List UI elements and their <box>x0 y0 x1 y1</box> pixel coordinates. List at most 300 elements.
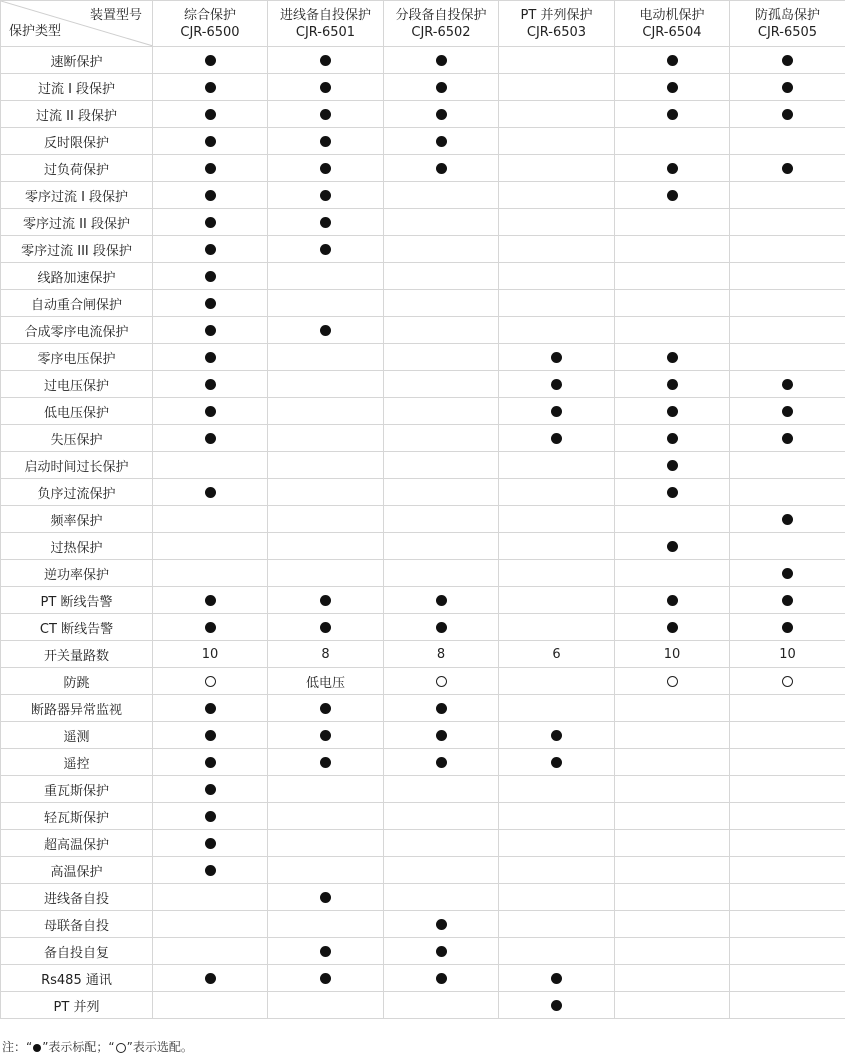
table-row <box>1 317 845 344</box>
standard-dot-icon <box>205 244 216 255</box>
table-cell <box>268 695 384 722</box>
table-cell <box>499 317 615 344</box>
table-cell <box>268 965 384 992</box>
table-row <box>1 776 845 803</box>
standard-dot-icon <box>436 730 447 741</box>
standard-dot-icon <box>667 190 678 201</box>
protection-type-label: 零序过流 I 段保护 <box>1 182 153 209</box>
device-model: CJR-6505 <box>757 24 818 40</box>
protection-type-label: 高温保护 <box>1 857 153 884</box>
device-header-5 <box>615 1 730 47</box>
table-cell <box>153 695 268 722</box>
corner-label-protection-type: 保护类型 <box>9 24 62 39</box>
table-cell <box>499 749 615 776</box>
optional-ring-icon <box>436 676 447 687</box>
table-cell <box>153 290 268 317</box>
table-row <box>1 560 845 587</box>
standard-dot-icon <box>320 622 331 633</box>
table-cell <box>268 101 384 128</box>
table-cell <box>730 911 845 938</box>
protection-type-label: 零序电压保护 <box>1 344 153 371</box>
table-cell <box>615 74 730 101</box>
table-cell <box>499 857 615 884</box>
table-cell <box>730 236 845 263</box>
table-cell <box>499 911 615 938</box>
table-cell <box>384 47 499 74</box>
table-cell <box>499 371 615 398</box>
standard-dot-icon <box>205 190 216 201</box>
standard-dot-icon <box>667 622 678 633</box>
protection-type-label: 线路加速保护 <box>1 263 153 290</box>
table-cell <box>730 452 845 479</box>
table-cell <box>499 479 615 506</box>
protection-type-label: 过电压保护 <box>1 371 153 398</box>
table-cell <box>384 992 499 1019</box>
table-cell <box>268 209 384 236</box>
protection-type-label: 进线备自投 <box>1 884 153 911</box>
table-cell <box>499 263 615 290</box>
table-cell <box>730 884 845 911</box>
table-cell <box>615 857 730 884</box>
standard-dot-icon <box>320 946 331 957</box>
table-cell <box>615 425 730 452</box>
table-cell <box>615 344 730 371</box>
standard-dot-icon <box>205 784 216 795</box>
table-cell <box>153 560 268 587</box>
standard-dot-icon <box>436 163 447 174</box>
standard-dot-icon <box>205 352 216 363</box>
table-cell <box>153 47 268 74</box>
protection-type-label: 过热保护 <box>1 533 153 560</box>
table-cell <box>615 749 730 776</box>
table-cell <box>615 776 730 803</box>
standard-dot-icon <box>551 379 562 390</box>
table-cell <box>384 128 499 155</box>
table-cell <box>730 749 845 776</box>
table-cell <box>730 155 845 182</box>
device-model: CJR-6501 <box>295 24 356 40</box>
table-cell <box>615 992 730 1019</box>
table-cell <box>153 479 268 506</box>
table-cell <box>499 290 615 317</box>
standard-dot-icon <box>205 406 216 417</box>
device-header-3 <box>384 1 499 47</box>
protection-type-label: 频率保护 <box>1 506 153 533</box>
table-cell <box>730 425 845 452</box>
protection-type-label: 速断保护 <box>1 47 153 74</box>
table-cell <box>153 641 268 668</box>
table-cell <box>499 776 615 803</box>
table-cell <box>153 452 268 479</box>
table-cell <box>730 47 845 74</box>
table-cell <box>730 101 845 128</box>
cell-value: 10 <box>201 646 219 662</box>
table-cell <box>499 398 615 425</box>
device-header-2 <box>268 1 384 47</box>
table-cell <box>730 992 845 1019</box>
device-header-4 <box>499 1 615 47</box>
table-cell <box>268 128 384 155</box>
standard-dot-icon <box>320 190 331 201</box>
standard-dot-icon <box>667 379 678 390</box>
device-name: 进线备自投保护 <box>279 7 371 23</box>
standard-dot-icon <box>436 136 447 147</box>
standard-dot-icon <box>551 973 562 984</box>
table-cell <box>499 884 615 911</box>
table-row <box>1 74 845 101</box>
table-row <box>1 479 845 506</box>
table-cell <box>268 371 384 398</box>
table-row <box>1 614 845 641</box>
table-cell <box>615 452 730 479</box>
standard-dot-icon <box>320 55 331 66</box>
protection-type-label: PT 断线告警 <box>1 587 153 614</box>
standard-dot-icon <box>667 55 678 66</box>
table-cell <box>384 344 499 371</box>
table-cell <box>615 884 730 911</box>
table-row <box>1 992 845 1019</box>
protection-type-label: 自动重合闸保护 <box>1 290 153 317</box>
table-cell <box>384 155 499 182</box>
table-cell <box>730 560 845 587</box>
table-row <box>1 155 845 182</box>
standard-dot-icon <box>320 595 331 606</box>
table-cell <box>153 236 268 263</box>
table-cell <box>499 560 615 587</box>
table-cell <box>153 425 268 452</box>
table-cell <box>730 182 845 209</box>
table-row <box>1 47 845 74</box>
table-cell <box>268 749 384 776</box>
standard-dot-icon <box>205 703 216 714</box>
table-cell <box>615 479 730 506</box>
table-cell <box>153 371 268 398</box>
protection-type-label: 防跳 <box>1 668 153 695</box>
table-cell <box>499 344 615 371</box>
standard-dot-icon <box>551 406 562 417</box>
cell-value: 低电压 <box>305 675 345 691</box>
table-cell <box>730 938 845 965</box>
note-prefix: 注：“ <box>2 1040 33 1054</box>
table-cell <box>615 587 730 614</box>
table-cell <box>268 911 384 938</box>
table-body <box>1 47 845 1019</box>
device-name: 综合保护 <box>183 7 236 23</box>
protection-type-label: 遥测 <box>1 722 153 749</box>
standard-dot-icon <box>436 55 447 66</box>
standard-dot-icon <box>436 919 447 930</box>
table-cell <box>384 452 499 479</box>
table-cell <box>730 722 845 749</box>
device-name: PT 并列保护 <box>520 7 593 23</box>
table-cell <box>730 614 845 641</box>
table-cell <box>499 182 615 209</box>
table-cell <box>268 722 384 749</box>
table-cell <box>384 695 499 722</box>
table-cell <box>268 803 384 830</box>
corner-label-device-model: 装置型号 <box>89 8 142 23</box>
table-cell <box>268 452 384 479</box>
table-cell <box>499 533 615 560</box>
standard-dot-icon <box>436 946 447 957</box>
protection-type-label: 母联备自投 <box>1 911 153 938</box>
protection-type-label: 断路器异常监视 <box>1 695 153 722</box>
table-row <box>1 452 845 479</box>
protection-type-label: 遥控 <box>1 749 153 776</box>
table-cell <box>730 290 845 317</box>
protection-type-label: 轻瓦斯保护 <box>1 803 153 830</box>
table-cell <box>615 128 730 155</box>
table-cell <box>615 371 730 398</box>
table-row <box>1 938 845 965</box>
protection-type-label: 低电压保护 <box>1 398 153 425</box>
table-cell <box>268 884 384 911</box>
device-name: 电动机保护 <box>639 7 705 23</box>
table-cell <box>615 182 730 209</box>
table-row <box>1 587 845 614</box>
standard-dot-icon <box>782 514 793 525</box>
table-cell <box>153 101 268 128</box>
standard-dot-icon <box>205 82 216 93</box>
table-cell <box>153 155 268 182</box>
standard-dot-icon <box>320 109 331 120</box>
table-cell <box>268 344 384 371</box>
table-row <box>1 668 845 695</box>
table-cell <box>268 533 384 560</box>
standard-dot-icon <box>782 163 793 174</box>
standard-dot-icon <box>205 595 216 606</box>
table-cell <box>268 830 384 857</box>
table-row <box>1 641 845 668</box>
cell-value: 6 <box>552 646 561 662</box>
table-cell <box>730 506 845 533</box>
table-cell <box>730 263 845 290</box>
table-cell <box>384 236 499 263</box>
table-cell <box>384 371 499 398</box>
table-cell <box>730 398 845 425</box>
table-cell <box>384 533 499 560</box>
cell-value: 8 <box>321 646 330 662</box>
table-cell <box>384 74 499 101</box>
standard-dot-icon <box>782 622 793 633</box>
table-cell <box>615 209 730 236</box>
table-cell <box>730 344 845 371</box>
standard-dot-icon <box>205 271 216 282</box>
standard-dot-icon <box>320 163 331 174</box>
standard-dot-icon <box>551 352 562 363</box>
table-cell <box>268 263 384 290</box>
table-cell <box>615 317 730 344</box>
table-cell <box>384 722 499 749</box>
standard-dot-icon <box>551 730 562 741</box>
optional-ring-icon <box>782 676 793 687</box>
standard-dot-icon <box>667 109 678 120</box>
note-standard-text: ”表示标配；“ <box>42 1040 115 1054</box>
table-cell <box>730 479 845 506</box>
standard-dot-icon <box>205 136 216 147</box>
protection-type-label: 零序过流 III 段保护 <box>1 236 153 263</box>
table-cell <box>384 263 499 290</box>
cell-value: 10 <box>663 646 681 662</box>
device-model: CJR-6500 <box>180 24 240 40</box>
table-cell <box>384 614 499 641</box>
table-cell <box>268 479 384 506</box>
standard-dot-icon <box>205 757 216 768</box>
optional-ring-icon <box>205 676 216 687</box>
table-row <box>1 101 845 128</box>
table-cell <box>499 47 615 74</box>
protection-type-label: 重瓦斯保护 <box>1 776 153 803</box>
standard-dot-icon <box>667 460 678 471</box>
table-cell <box>384 425 499 452</box>
table-cell <box>615 398 730 425</box>
device-header-6 <box>730 1 845 47</box>
standard-dot-icon <box>551 1000 562 1011</box>
table-row <box>1 830 845 857</box>
table-cell <box>268 641 384 668</box>
standard-dot-icon <box>320 973 331 984</box>
table-cell <box>268 587 384 614</box>
table-cell <box>153 182 268 209</box>
standard-dot-icon <box>205 730 216 741</box>
standard-dot-icon <box>205 865 216 876</box>
standard-dot-icon <box>667 541 678 552</box>
table-cell <box>153 938 268 965</box>
protection-type-label: 过负荷保护 <box>1 155 153 182</box>
table-row <box>1 209 845 236</box>
table-cell <box>499 614 615 641</box>
table-cell <box>268 992 384 1019</box>
table-cell <box>153 803 268 830</box>
table-cell <box>153 884 268 911</box>
device-model: CJR-6502 <box>411 24 471 40</box>
table-cell <box>153 722 268 749</box>
table-cell <box>153 857 268 884</box>
legend-note <box>2 1038 193 1055</box>
standard-dot-icon <box>205 811 216 822</box>
standard-dot-icon <box>436 82 447 93</box>
table-cell <box>730 641 845 668</box>
table-cell <box>615 560 730 587</box>
standard-dot-icon <box>667 82 678 93</box>
standard-dot-icon <box>320 730 331 741</box>
table-cell <box>615 533 730 560</box>
table-cell <box>499 938 615 965</box>
table-cell <box>384 209 499 236</box>
cell-value: 10 <box>779 646 796 662</box>
standard-dot-icon <box>205 487 216 498</box>
table-cell <box>499 155 615 182</box>
table-row <box>1 533 845 560</box>
standard-dot-icon <box>205 217 216 228</box>
table-cell <box>615 830 730 857</box>
table-cell <box>615 803 730 830</box>
table-cell <box>153 263 268 290</box>
table-cell <box>730 128 845 155</box>
table-row <box>1 695 845 722</box>
table-cell <box>384 317 499 344</box>
table-cell <box>268 614 384 641</box>
standard-dot-icon <box>320 244 331 255</box>
table-row <box>1 722 845 749</box>
table-cell <box>384 749 499 776</box>
table-cell <box>730 776 845 803</box>
standard-dot-icon <box>205 433 216 444</box>
standard-dot-icon <box>782 109 793 120</box>
table-cell <box>153 398 268 425</box>
table-cell <box>499 965 615 992</box>
standard-dot-icon <box>667 433 678 444</box>
device-name: 分段备自投保护 <box>395 7 487 23</box>
protection-type-label: 过流 I 段保护 <box>1 74 153 101</box>
table-cell <box>153 668 268 695</box>
standard-dot-icon <box>436 109 447 120</box>
table-cell <box>499 722 615 749</box>
table-row <box>1 182 845 209</box>
protection-type-label: 开关量路数 <box>1 641 153 668</box>
table-row <box>1 236 845 263</box>
standard-dot-icon <box>205 622 216 633</box>
optional-ring-icon <box>667 676 678 687</box>
standard-dot-icon <box>782 55 793 66</box>
table-cell <box>384 587 499 614</box>
table-cell <box>384 641 499 668</box>
table-cell <box>384 803 499 830</box>
table-cell <box>384 965 499 992</box>
table-cell <box>384 479 499 506</box>
header-row <box>1 1 845 47</box>
table-cell <box>615 911 730 938</box>
table-row <box>1 803 845 830</box>
standard-dot-icon <box>667 406 678 417</box>
table-row <box>1 128 845 155</box>
table-cell <box>730 371 845 398</box>
table-cell <box>499 587 615 614</box>
standard-dot-icon <box>667 163 678 174</box>
table-cell <box>499 803 615 830</box>
table-row <box>1 884 845 911</box>
table-cell <box>153 317 268 344</box>
table-cell <box>499 74 615 101</box>
table-cell <box>499 668 615 695</box>
standard-dot-icon <box>320 325 331 336</box>
table-row <box>1 965 845 992</box>
table-cell <box>730 857 845 884</box>
standard-dot-icon <box>667 595 678 606</box>
protection-type-label: 备自投自复 <box>1 938 153 965</box>
table-cell <box>730 668 845 695</box>
table-cell <box>730 587 845 614</box>
table-cell <box>499 830 615 857</box>
cell-value: 8 <box>436 646 446 662</box>
standard-dot-icon <box>551 757 562 768</box>
table-cell <box>615 965 730 992</box>
protection-type-label: 启动时间过长保护 <box>1 452 153 479</box>
table-cell <box>730 209 845 236</box>
table-cell <box>153 506 268 533</box>
standard-dot-icon <box>782 433 793 444</box>
table-cell <box>384 560 499 587</box>
table-cell <box>384 506 499 533</box>
table-cell <box>499 452 615 479</box>
standard-dot-icon <box>320 136 331 147</box>
device-header-1 <box>153 1 268 47</box>
table-row <box>1 263 845 290</box>
table-cell <box>268 776 384 803</box>
standard-dot-icon <box>782 406 793 417</box>
standard-dot-icon <box>551 433 562 444</box>
optional-ring-icon <box>116 1043 126 1053</box>
